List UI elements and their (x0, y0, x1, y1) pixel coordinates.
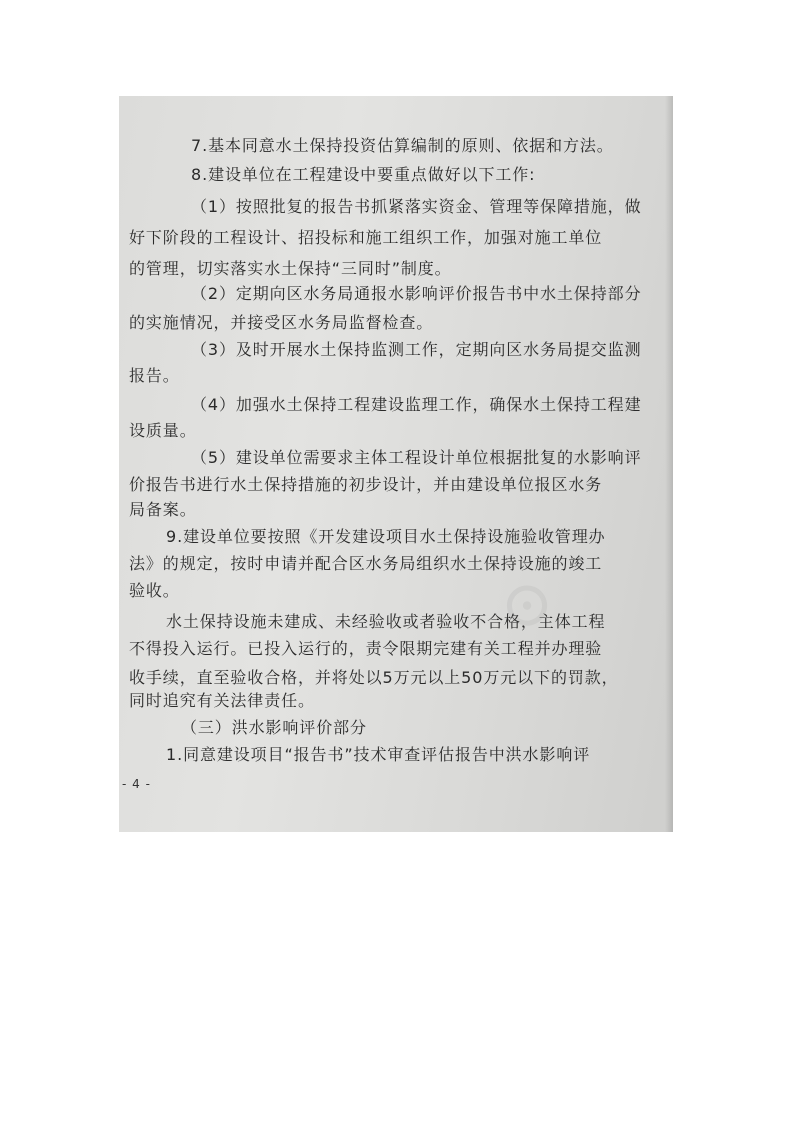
page-number: - 4 - (122, 777, 151, 791)
text-line: （4）加强水土保持工程建设监理工作，确保水土保持工程建 (191, 395, 642, 414)
text-line: 价报告书进行水土保持措施的初步设计，并由建设单位报区水务 (129, 475, 603, 494)
text-line: 验收。 (129, 581, 180, 600)
text-line: 同时追究有关法律责任。 (129, 691, 315, 710)
text-line: 8.建设单位在工程建设中要重点做好以下工作: (191, 165, 536, 184)
text-line: （2）定期向区水务局通报水影响评价报告书中水土保持部分 (191, 284, 642, 303)
text-line: 9.建设单位要按照《开发建设项目水土保持设施验收管理办 (166, 527, 606, 546)
section-heading: （三）洪水影响评价部分 (181, 718, 367, 737)
text-line: 报告。 (129, 366, 180, 385)
text-line: 的实施情况，并接受区水务局监督检查。 (129, 313, 434, 332)
page-edge-shadow (665, 96, 673, 832)
text-line: （5）建设单位需要求主体工程设计单位根据批复的水影响评 (191, 448, 642, 467)
text-line: 局备案。 (129, 500, 197, 519)
text-line: 的管理，切实落实水土保持“三同时”制度。 (129, 259, 452, 278)
text-line: 7.基本同意水土保持投资估算编制的原则、依据和方法。 (191, 136, 614, 155)
seal-watermark: ⊙ (482, 555, 576, 651)
text-line: 1.同意建设项目“报告书”技术审查评估报告中洪水影响评 (166, 745, 591, 764)
text-line: （3）及时开展水土保持监测工作，定期向区水务局提交监测 (191, 340, 642, 359)
text-line: 不得投入运行。已投入运行的，责令限期完建有关工程并办理验 (129, 639, 603, 658)
text-line: 收手续，直至验收合格，并将处以5万元以上50万元以下的罚款， (129, 668, 619, 687)
text-line: （1）按照批复的报告书抓紧落实资金、管理等保障措施，做 (191, 197, 642, 216)
text-line: 法》的规定，按时申请并配合区水务局组织水土保持设施的竣工 (129, 554, 603, 573)
text-line: 好下阶段的工程设计、招投标和施工组织工作，加强对施工单位 (129, 228, 603, 247)
text-line: 设质量。 (129, 421, 197, 440)
text-line: 水土保持设施未建成、未经验收或者验收不合格，主体工程 (166, 612, 606, 631)
document-photo (119, 96, 673, 832)
